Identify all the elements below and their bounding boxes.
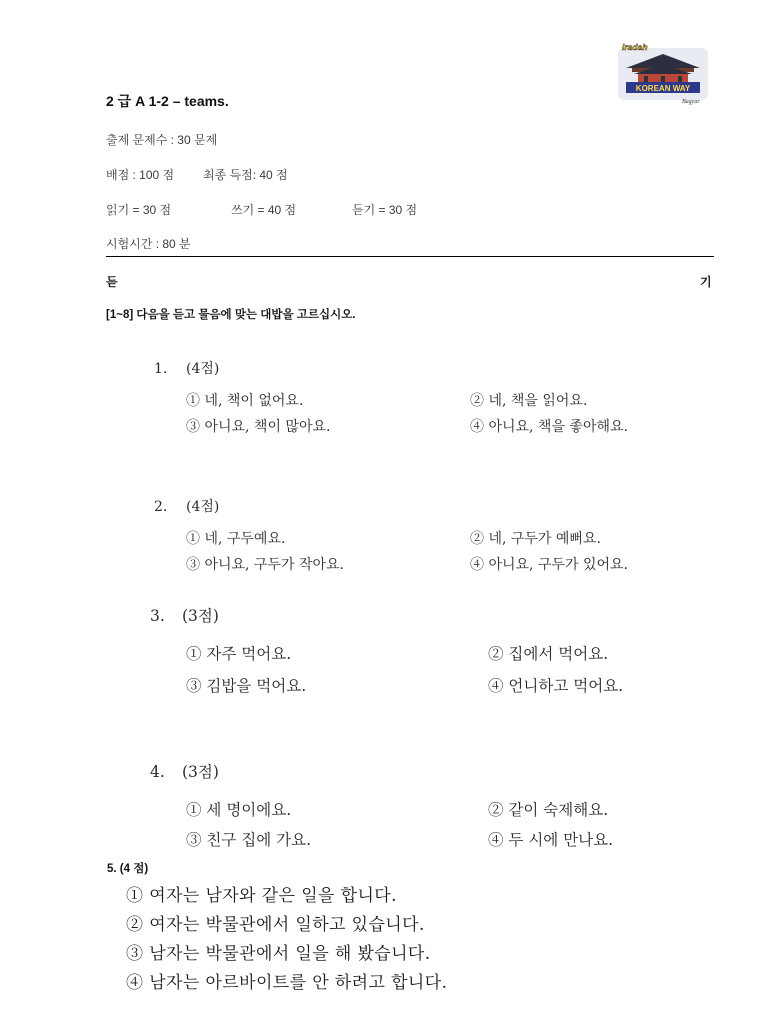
reading-points: 읽기 = 30 점 bbox=[106, 203, 172, 217]
question-points: (4점) bbox=[186, 499, 220, 515]
section-heading-left: 듣 bbox=[106, 275, 118, 289]
option-1[interactable]: ① 네, 책이 없어요. bbox=[186, 393, 304, 409]
instruction-text: [1~8] 다음을 듣고 물음에 맞는 대밥을 고르십시오. bbox=[106, 309, 356, 321]
question-number: 4. bbox=[150, 763, 165, 781]
option-3[interactable]: ③ 남자는 박물관에서 일을 해 봤습니다. bbox=[126, 944, 431, 964]
korean-way-logo bbox=[616, 38, 710, 108]
option-3[interactable]: ③ 김밥을 먹어요. bbox=[186, 677, 307, 695]
palace-logo-icon bbox=[616, 38, 710, 108]
option-2[interactable]: ② 네, 책을 읽어요. bbox=[470, 393, 588, 409]
question-header bbox=[154, 358, 219, 378]
option-4[interactable]: ④ 남자는 아르바이트를 안 하려고 합니다. bbox=[126, 973, 448, 993]
logo-banner-text: KOREAN WAY bbox=[635, 84, 691, 93]
option-1[interactable]: ① 네, 구두예요. bbox=[186, 531, 286, 547]
final-score: 최종 득점: 40 점 bbox=[203, 168, 288, 182]
option-1[interactable]: ① 여자는 남자와 같은 일을 합니다. bbox=[126, 886, 397, 906]
question-points: (3점) bbox=[182, 763, 219, 781]
question-count: 출제 문제수 : 30 문제 bbox=[106, 133, 218, 147]
question-5-label: 5. (4 점) bbox=[107, 863, 149, 875]
exam-title: 2 급 A 1-2 – teams. bbox=[106, 93, 229, 109]
option-1[interactable]: ① 세 명이에요. bbox=[186, 801, 292, 819]
question-5 bbox=[126, 882, 447, 998]
option-4[interactable]: ④ 두 시에 만나요. bbox=[488, 831, 614, 849]
option-2[interactable]: ② 네, 구두가 예뻐요. bbox=[470, 531, 601, 547]
listening-points: 듣기 = 30 점 bbox=[352, 203, 418, 217]
writing-points: 쓰기 = 40 점 bbox=[231, 203, 297, 217]
question-header bbox=[150, 604, 219, 626]
option-3[interactable]: ③ 아니요, 책이 많아요. bbox=[186, 419, 331, 435]
question-header bbox=[154, 496, 219, 516]
score-value: 배점 : 100 점 bbox=[106, 168, 175, 182]
exam-time: 시험시간 : 80 분 bbox=[106, 237, 191, 251]
option-4[interactable]: ④ 아니요, 구두가 있어요. bbox=[470, 557, 628, 573]
option-4[interactable]: ④ 아니요, 책을 좋아해요. bbox=[470, 419, 628, 435]
logo-top-text: Iradah bbox=[622, 42, 648, 52]
question-header bbox=[150, 760, 219, 782]
header-divider bbox=[106, 256, 714, 257]
section-heading-right: 기 bbox=[700, 275, 712, 289]
logo-sub-text: Bugyar bbox=[682, 99, 700, 105]
question-points: (4점) bbox=[186, 361, 220, 377]
option-3[interactable]: ③ 아니요, 구두가 작아요. bbox=[186, 557, 344, 573]
option-1[interactable]: ① 자주 먹어요. bbox=[186, 645, 292, 663]
option-2[interactable]: ② 집에서 먹어요. bbox=[488, 645, 609, 663]
question-number: 3. bbox=[150, 607, 165, 625]
option-2[interactable]: ② 같이 숙제해요. bbox=[488, 801, 609, 819]
option-3[interactable]: ③ 친구 집에 가요. bbox=[186, 831, 312, 849]
question-number: 1. bbox=[154, 361, 168, 377]
option-4[interactable]: ④ 언니하고 먹어요. bbox=[488, 677, 624, 695]
question-points: (3점) bbox=[182, 607, 219, 625]
option-2[interactable]: ② 여자는 박물관에서 일하고 있습니다. bbox=[126, 915, 425, 935]
question-number: 2. bbox=[154, 499, 168, 515]
